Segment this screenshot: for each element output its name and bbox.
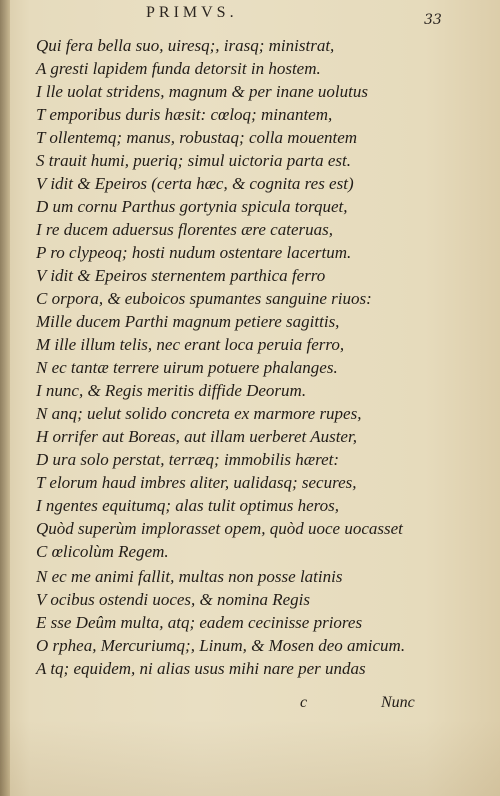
- verse-line: C orpora, & euboicos spumantes sanguine riuos:: [36, 289, 372, 308]
- catchword: Nunc: [381, 694, 415, 711]
- verse-line: I nunc, & Regis meritis diffide Deorum.: [36, 381, 307, 400]
- verse-line: P ro clypeoq; hosti nudum ostentare lacertum.: [36, 243, 352, 262]
- verse-line: T emporibus duris hæsit: cœloq; minantem,: [36, 105, 333, 124]
- page-gutter-shadow: [0, 0, 10, 796]
- verse-line: D um cornu Parthus gortynia spicula torquet,: [36, 197, 348, 216]
- verse-line: Mille ducem Parthi magnum petiere sagittis,: [36, 312, 340, 331]
- verse-line: A gresti lapidem funda detorsit in hostem.: [36, 59, 321, 78]
- verse-line: D ura solo perstat, terræq; immobilis hæret:: [36, 450, 340, 469]
- verse-line: V idit & Epeiros sternentem parthica ferro: [36, 266, 326, 285]
- verse-line: E sse Deûm multa, atq; eadem cecinisse priores: [36, 613, 363, 632]
- verse-line: T ollentemq; manus, robustaq; colla mouentem: [36, 128, 358, 147]
- verse-line: T elorum haud imbres aliter, ualidasq; secures,: [36, 473, 357, 492]
- running-head: PRIMVS.: [146, 4, 238, 21]
- verse-line: M ille illum telis, nec erant loca peruia ferro,: [36, 335, 345, 354]
- verse-line: V ocibus ostendi uoces, & nomina Regis: [36, 590, 311, 609]
- verse-line: O rphea, Mercuriumq;, Linum, & Mosen deo amicum.: [36, 636, 406, 655]
- verse-line: Quòd superùm implorasset opem, quòd uoce uocasset: [36, 519, 403, 538]
- verse-line: H orrifer aut Boreas, aut illam uerberet Auster,: [36, 427, 357, 446]
- verse-line: N anq; uelut solido concreta ex marmore rupes,: [36, 404, 362, 423]
- verse-line: N ec me animi fallit, multas non posse latinis: [36, 567, 343, 586]
- verse-line: V idit & Epeiros (certa hæc, & cognita res est): [36, 174, 354, 193]
- verse-line: C œlicolùm Regem.: [36, 542, 169, 561]
- verse-line: A tq; equidem, ni alias usus mihi nare per undas: [36, 659, 366, 678]
- folio-number: 33: [424, 12, 442, 28]
- page-stain: [0, 720, 500, 796]
- verse-line: I re ducem aduersus florentes ære cateruas,: [36, 220, 333, 239]
- verse-line: I ngentes equitumq; alas tulit optimus heros,: [36, 496, 339, 515]
- verse-line: S trauit humi, pueriq; simul uictoria parta est.: [36, 151, 351, 170]
- signature-mark: c: [300, 694, 308, 711]
- verse-line: Qui fera bella suo, uiresq;, irasq; ministrat,: [36, 36, 335, 55]
- verse-line: I lle uolat stridens, magnum & per inane uolutus: [36, 82, 368, 101]
- verse-line: N ec tantæ terrere uirum potuere phalanges.: [36, 358, 338, 377]
